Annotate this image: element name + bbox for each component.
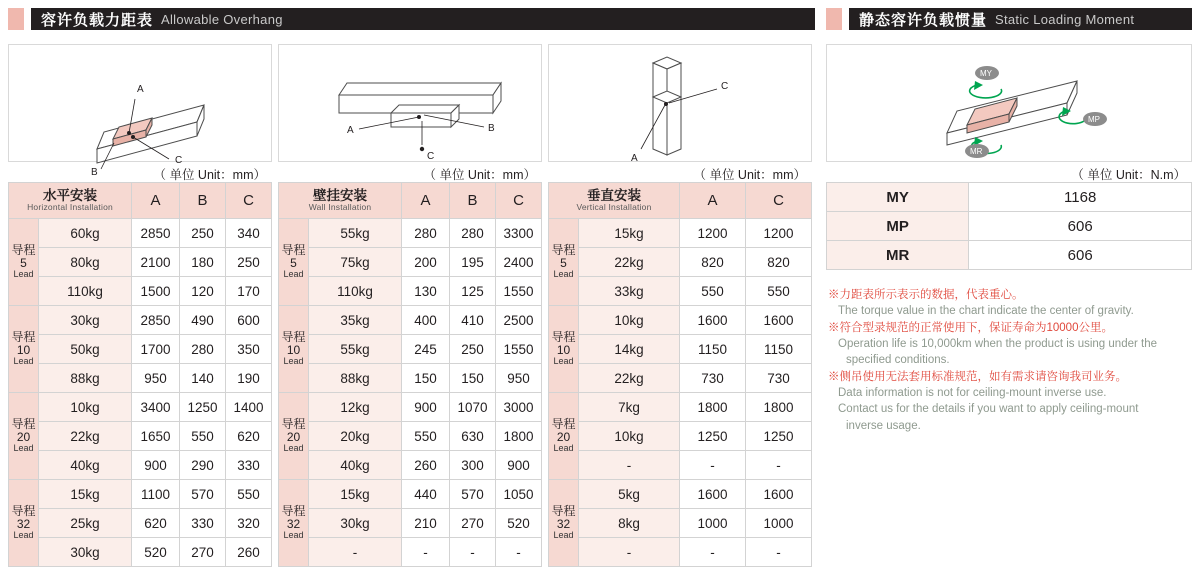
table-row bbox=[9, 335, 272, 364]
cell-c: 3300 bbox=[496, 219, 542, 248]
cell-a: 150 bbox=[402, 364, 450, 393]
cell-c: 520 bbox=[496, 509, 542, 538]
table-row bbox=[279, 277, 542, 306]
cell-b: 140 bbox=[180, 364, 226, 393]
table-row bbox=[827, 183, 1192, 212]
diagram-static-loading-moment bbox=[826, 44, 1192, 162]
table-row bbox=[9, 480, 272, 509]
cell-b: 490 bbox=[180, 306, 226, 335]
cell-b: 280 bbox=[180, 335, 226, 364]
lead-group-20: 导程 20 Lead bbox=[549, 393, 579, 480]
unit-label-wall: （ 单位 Unit：mm） bbox=[423, 168, 536, 182]
header-swatch bbox=[8, 8, 24, 30]
section-header-static-loading-moment bbox=[826, 6, 1192, 32]
load-value: 25kg bbox=[39, 509, 132, 538]
table-row bbox=[549, 451, 812, 480]
table-row bbox=[279, 451, 542, 480]
load-value: 80kg bbox=[39, 248, 132, 277]
cell-b: 250 bbox=[450, 335, 496, 364]
table-row bbox=[827, 241, 1192, 270]
svg-text:A: A bbox=[631, 153, 638, 164]
table-row bbox=[279, 480, 542, 509]
table-row bbox=[279, 393, 542, 422]
moment-value: 1168 bbox=[969, 183, 1192, 212]
load-value: 40kg bbox=[309, 451, 402, 480]
header-en: Vertical Installation bbox=[576, 202, 652, 213]
lead-group-5: 导程 5 Lead bbox=[549, 219, 579, 306]
note-1-en: The torque value in the chart indicate the center of gravity. bbox=[838, 305, 1134, 318]
lead-group-5: 导程 5 Lead bbox=[9, 219, 39, 306]
cell-b: 150 bbox=[450, 364, 496, 393]
table-header-row bbox=[279, 183, 542, 219]
svg-text:A: A bbox=[347, 125, 354, 136]
cell-a: 550 bbox=[680, 277, 746, 306]
cell-a: 900 bbox=[402, 393, 450, 422]
load-value: 30kg bbox=[39, 538, 132, 567]
load-value: - bbox=[579, 538, 680, 567]
cell-a: - bbox=[402, 538, 450, 567]
load-value: 30kg bbox=[39, 306, 132, 335]
load-value: 10kg bbox=[39, 393, 132, 422]
load-value: 22kg bbox=[579, 364, 680, 393]
cell-c: 1400 bbox=[226, 393, 272, 422]
lead-group-10: 导程 10 Lead bbox=[9, 306, 39, 393]
cell-c: 350 bbox=[226, 335, 272, 364]
cell-c: 550 bbox=[746, 277, 812, 306]
cell-c: 1600 bbox=[746, 306, 812, 335]
cell-a: - bbox=[680, 451, 746, 480]
cell-a: 440 bbox=[402, 480, 450, 509]
cell-c: 620 bbox=[226, 422, 272, 451]
unit-label-moment: （ 单位 Unit：N.m） bbox=[1071, 168, 1186, 182]
header-cn: 垂直安装 bbox=[587, 187, 641, 203]
header-en: Horizontal Installation bbox=[27, 202, 113, 213]
svg-text:A: A bbox=[137, 84, 144, 95]
cell-a: 730 bbox=[680, 364, 746, 393]
svg-text:C: C bbox=[721, 81, 729, 92]
cell-c: 1000 bbox=[746, 509, 812, 538]
load-value: 110kg bbox=[309, 277, 402, 306]
column-a: A bbox=[132, 183, 180, 219]
lead-group-20: 导程 20 Lead bbox=[279, 393, 309, 480]
table-row bbox=[279, 306, 542, 335]
cell-a: 1150 bbox=[680, 335, 746, 364]
table-row bbox=[279, 509, 542, 538]
load-value: 15kg bbox=[309, 480, 402, 509]
cell-c: 170 bbox=[226, 277, 272, 306]
table-row bbox=[549, 335, 812, 364]
cell-b: 330 bbox=[180, 509, 226, 538]
load-value: 10kg bbox=[579, 306, 680, 335]
cell-b: 630 bbox=[450, 422, 496, 451]
cell-c: 900 bbox=[496, 451, 542, 480]
table-row bbox=[549, 422, 812, 451]
load-value: 50kg bbox=[39, 335, 132, 364]
cell-c: - bbox=[746, 538, 812, 567]
header-en: Wall Installation bbox=[308, 202, 372, 213]
load-value: 30kg bbox=[309, 509, 402, 538]
table-row bbox=[549, 277, 812, 306]
cell-b: 250 bbox=[180, 219, 226, 248]
table-header-row bbox=[9, 183, 272, 219]
cell-c: 600 bbox=[226, 306, 272, 335]
cell-c: 1600 bbox=[746, 480, 812, 509]
note-3-en-cont: Contact us for the details if you want to apply ceiling-mount bbox=[838, 403, 1139, 416]
cell-c: 1550 bbox=[496, 277, 542, 306]
lead-group-32: 导程 32 Lead bbox=[279, 480, 309, 567]
column-b: B bbox=[180, 183, 226, 219]
lead-group-10: 导程 10 Lead bbox=[549, 306, 579, 393]
vertical-rail-illustration bbox=[549, 45, 811, 164]
table-row bbox=[549, 306, 812, 335]
load-value: 88kg bbox=[39, 364, 132, 393]
unit-label-vertical: （ 单位 Unit：mm） bbox=[693, 168, 806, 182]
cell-c: 1550 bbox=[496, 335, 542, 364]
wall-rail-illustration bbox=[279, 45, 541, 161]
cell-c: 1050 bbox=[496, 480, 542, 509]
cell-b: 550 bbox=[180, 422, 226, 451]
table-wall-installation bbox=[278, 182, 542, 567]
load-value: 40kg bbox=[39, 451, 132, 480]
table-row bbox=[549, 364, 812, 393]
table-row bbox=[279, 422, 542, 451]
cell-a: - bbox=[680, 538, 746, 567]
cell-c: 190 bbox=[226, 364, 272, 393]
cell-a: 245 bbox=[402, 335, 450, 364]
moment-value: 606 bbox=[969, 241, 1192, 270]
header-bar-right bbox=[849, 8, 1192, 30]
cell-a: 200 bbox=[402, 248, 450, 277]
note-3-cn: ※侧吊使用无法套用标准规范，如有需求请咨询我司业务。 bbox=[828, 370, 1127, 383]
load-value: 33kg bbox=[579, 277, 680, 306]
notes-block bbox=[828, 287, 1196, 434]
moment-label: MY bbox=[827, 183, 969, 212]
column-c: C bbox=[746, 183, 812, 219]
cell-a: 1000 bbox=[680, 509, 746, 538]
lead-group-10: 导程 10 Lead bbox=[279, 306, 309, 393]
cell-c: 330 bbox=[226, 451, 272, 480]
cell-c: 730 bbox=[746, 364, 812, 393]
load-value: 20kg bbox=[309, 422, 402, 451]
load-value: 15kg bbox=[39, 480, 132, 509]
load-value: 7kg bbox=[579, 393, 680, 422]
table-row bbox=[9, 248, 272, 277]
header-cn: 水平安装 bbox=[43, 187, 97, 203]
cell-b: 1070 bbox=[450, 393, 496, 422]
note-1-cn: ※力距表所示表示的数据，代表重心。 bbox=[828, 289, 1024, 301]
cell-b: 570 bbox=[180, 480, 226, 509]
cell-a: 1100 bbox=[132, 480, 180, 509]
cell-a: 950 bbox=[132, 364, 180, 393]
cell-a: 1500 bbox=[132, 277, 180, 306]
table-vertical-installation bbox=[548, 182, 812, 567]
cell-a: 1250 bbox=[680, 422, 746, 451]
load-value: 22kg bbox=[39, 422, 132, 451]
cell-c: 3000 bbox=[496, 393, 542, 422]
lead-group-20: 导程 20 Lead bbox=[9, 393, 39, 480]
table-row bbox=[9, 451, 272, 480]
header-vertical bbox=[549, 183, 680, 219]
column-a: A bbox=[680, 183, 746, 219]
cell-a: 900 bbox=[132, 451, 180, 480]
table-row bbox=[549, 219, 812, 248]
load-value: 8kg bbox=[579, 509, 680, 538]
column-c: C bbox=[226, 183, 272, 219]
cell-a: 3400 bbox=[132, 393, 180, 422]
header-cn: 壁挂安装 bbox=[313, 187, 367, 203]
table-static-loading-moment bbox=[826, 182, 1192, 270]
cell-c: 1800 bbox=[746, 393, 812, 422]
cell-a: 210 bbox=[402, 509, 450, 538]
load-value: 60kg bbox=[39, 219, 132, 248]
table-row bbox=[279, 538, 542, 567]
load-value: 10kg bbox=[579, 422, 680, 451]
cell-c: 2500 bbox=[496, 306, 542, 335]
cell-c: 320 bbox=[226, 509, 272, 538]
note-3-en-cont2: inverse usage. bbox=[846, 419, 921, 432]
load-value: 5kg bbox=[579, 480, 680, 509]
table-row bbox=[279, 248, 542, 277]
cell-b: 300 bbox=[450, 451, 496, 480]
header-bar bbox=[31, 8, 815, 30]
lead-group-32: 导程 32 Lead bbox=[9, 480, 39, 567]
cell-a: 820 bbox=[680, 248, 746, 277]
cell-b: 280 bbox=[450, 219, 496, 248]
load-value: - bbox=[309, 538, 402, 567]
table-row bbox=[9, 364, 272, 393]
cell-a: 2100 bbox=[132, 248, 180, 277]
cell-a: 1600 bbox=[680, 480, 746, 509]
load-value: 35kg bbox=[309, 306, 402, 335]
cell-b: 290 bbox=[180, 451, 226, 480]
section-title-cn-right: 静态容许负载惯量 bbox=[859, 11, 988, 29]
cell-b: 195 bbox=[450, 248, 496, 277]
cell-a: 1800 bbox=[680, 393, 746, 422]
header-wall bbox=[279, 183, 402, 219]
cell-b: 270 bbox=[450, 509, 496, 538]
cell-b: 120 bbox=[180, 277, 226, 306]
table-row bbox=[827, 212, 1192, 241]
section-title-cn: 容许负载力距表 bbox=[41, 11, 154, 29]
cell-c: 550 bbox=[226, 480, 272, 509]
table-row bbox=[9, 306, 272, 335]
cell-a: 1650 bbox=[132, 422, 180, 451]
cell-a: 1600 bbox=[680, 306, 746, 335]
cell-b: 1250 bbox=[180, 393, 226, 422]
load-value: 22kg bbox=[579, 248, 680, 277]
cell-c: 1250 bbox=[746, 422, 812, 451]
moment-label: MR bbox=[827, 241, 969, 270]
cell-c: 340 bbox=[226, 219, 272, 248]
cell-b: 410 bbox=[450, 306, 496, 335]
moment-label: MP bbox=[827, 212, 969, 241]
cell-c: 250 bbox=[226, 248, 272, 277]
diagram-vertical-installation bbox=[548, 44, 812, 162]
load-value: 55kg bbox=[309, 335, 402, 364]
table-row bbox=[549, 480, 812, 509]
label-mp: MP bbox=[1088, 115, 1100, 124]
load-value: 55kg bbox=[309, 219, 402, 248]
cell-b: 570 bbox=[450, 480, 496, 509]
table-row bbox=[549, 538, 812, 567]
cell-c: 1150 bbox=[746, 335, 812, 364]
cell-a: 400 bbox=[402, 306, 450, 335]
svg-text:C: C bbox=[427, 151, 435, 162]
moment-value: 606 bbox=[969, 212, 1192, 241]
cell-a: 520 bbox=[132, 538, 180, 567]
cell-a: 550 bbox=[402, 422, 450, 451]
note-2-en: Operation life is 10,000km when the product is using under the bbox=[838, 337, 1157, 350]
svg-text:B: B bbox=[91, 167, 98, 178]
cell-a: 1200 bbox=[680, 219, 746, 248]
label-my: MY bbox=[980, 69, 992, 78]
cell-c: 260 bbox=[226, 538, 272, 567]
table-row bbox=[9, 538, 272, 567]
label-mr: MR bbox=[970, 147, 983, 156]
table-row bbox=[549, 393, 812, 422]
cell-a: 130 bbox=[402, 277, 450, 306]
lead-group-32: 导程 32 Lead bbox=[549, 480, 579, 567]
cell-c: 950 bbox=[496, 364, 542, 393]
cell-c: 820 bbox=[746, 248, 812, 277]
cell-c: 2400 bbox=[496, 248, 542, 277]
table-row bbox=[9, 277, 272, 306]
cell-b: 180 bbox=[180, 248, 226, 277]
table-row bbox=[279, 364, 542, 393]
cell-a: 280 bbox=[402, 219, 450, 248]
load-value: 88kg bbox=[309, 364, 402, 393]
cell-b: - bbox=[450, 538, 496, 567]
svg-text:B: B bbox=[488, 123, 495, 134]
table-row bbox=[9, 219, 272, 248]
load-value: 110kg bbox=[39, 277, 132, 306]
header-swatch-right bbox=[826, 8, 842, 30]
table-horizontal-installation bbox=[8, 182, 272, 567]
cell-b: 270 bbox=[180, 538, 226, 567]
cell-c: - bbox=[746, 451, 812, 480]
cell-c: - bbox=[496, 538, 542, 567]
header-horizontal bbox=[9, 183, 132, 219]
note-3-en: Data information is not for ceiling-mount inverse use. bbox=[838, 386, 1107, 399]
table-row bbox=[549, 509, 812, 538]
column-b: B bbox=[450, 183, 496, 219]
cell-c: 1200 bbox=[746, 219, 812, 248]
load-value: 12kg bbox=[309, 393, 402, 422]
unit-label-horizontal: （ 单位 Unit：mm） bbox=[153, 168, 266, 182]
table-row bbox=[549, 248, 812, 277]
section-title-en: Allowable Overhang bbox=[161, 11, 283, 27]
note-2-en-cont: specified conditions. bbox=[846, 354, 950, 367]
cell-a: 2850 bbox=[132, 306, 180, 335]
moment-rail-illustration bbox=[827, 45, 1191, 161]
note-2-cn: ※符合型录规范的正常使用下，保证寿命为10000公里。 bbox=[828, 321, 1113, 334]
load-value: 75kg bbox=[309, 248, 402, 277]
cell-c: 1800 bbox=[496, 422, 542, 451]
cell-a: 620 bbox=[132, 509, 180, 538]
section-header-allowable-overhang bbox=[8, 6, 815, 32]
section-title-en-right: Static Loading Moment bbox=[995, 11, 1135, 27]
load-value: 14kg bbox=[579, 335, 680, 364]
diagram-wall-installation bbox=[278, 44, 542, 162]
svg-text:C: C bbox=[175, 155, 183, 166]
cell-a: 260 bbox=[402, 451, 450, 480]
cell-a: 2850 bbox=[132, 219, 180, 248]
table-header-row bbox=[549, 183, 812, 219]
lead-group-5: 导程 5 Lead bbox=[279, 219, 309, 306]
table-row bbox=[279, 335, 542, 364]
load-value: - bbox=[579, 451, 680, 480]
cell-b: 125 bbox=[450, 277, 496, 306]
column-c: C bbox=[496, 183, 542, 219]
column-a: A bbox=[402, 183, 450, 219]
table-row bbox=[9, 509, 272, 538]
table-row bbox=[9, 422, 272, 451]
load-value: 15kg bbox=[579, 219, 680, 248]
cell-a: 1700 bbox=[132, 335, 180, 364]
table-row bbox=[9, 393, 272, 422]
table-row bbox=[279, 219, 542, 248]
